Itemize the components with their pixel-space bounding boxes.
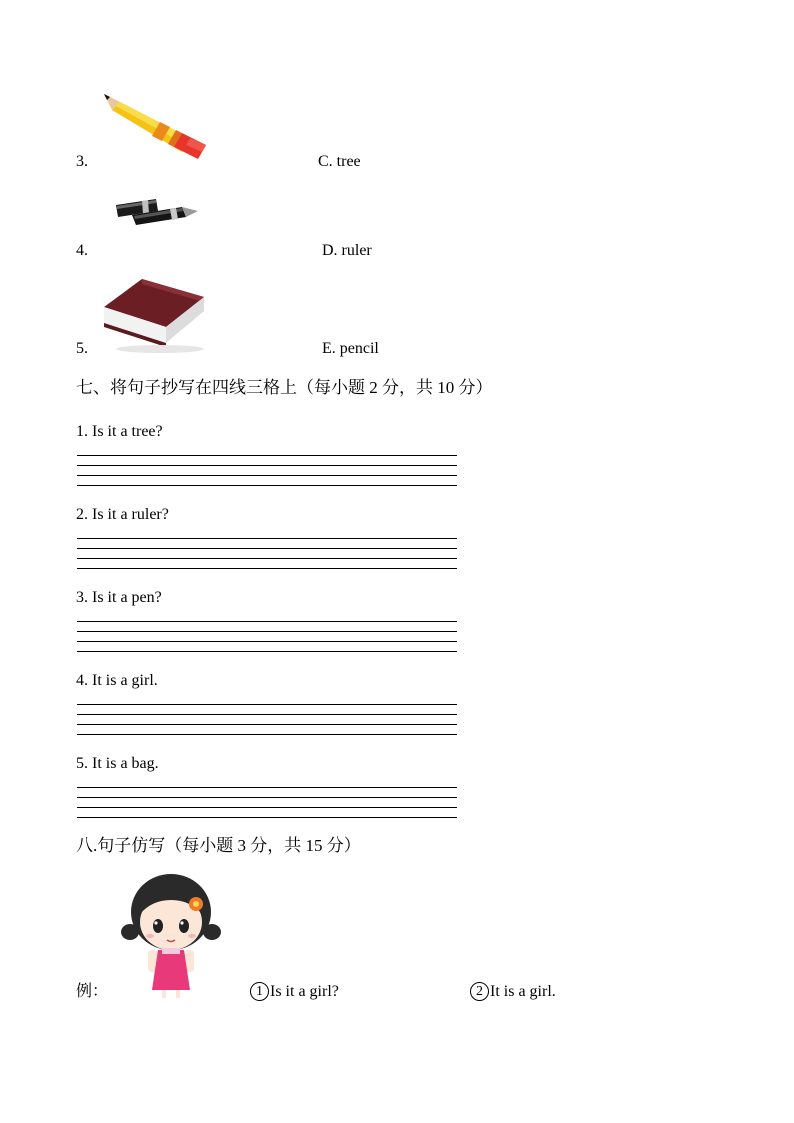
example-label: 例： [76, 983, 109, 1000]
fountain-pen-icon [112, 193, 202, 229]
item-number: 5. [76, 340, 88, 357]
four-line-grid [77, 704, 457, 738]
copy-sentence-3: 3. Is it a pen? [76, 589, 162, 606]
option-c: C. tree [318, 153, 361, 170]
copy-sentence-2: 2. Is it a ruler? [76, 506, 169, 523]
copy-sentence-5: 5. It is a bag. [76, 755, 159, 772]
circled-number: 2 [470, 982, 489, 1001]
four-line-grid [77, 455, 457, 489]
item-number: 3. [76, 153, 88, 170]
option-e: E. pencil [322, 340, 379, 357]
pencil-icon [100, 88, 212, 160]
example-answer-text: It is a girl. [490, 983, 556, 1000]
copy-sentence-1: 1. Is it a tree? [76, 423, 163, 440]
section-7-title: 七、将句子抄写在四线三格上（每小题 2 分，共 10 分） [76, 378, 493, 397]
book-icon [100, 277, 206, 355]
copy-sentence-4: 4. It is a girl. [76, 672, 158, 689]
option-d: D. ruler [322, 242, 372, 259]
four-line-grid [77, 538, 457, 572]
section-8-title: 八.句子仿写（每小题 3 分，共 15 分） [76, 836, 361, 855]
item-number: 4. [76, 242, 88, 259]
example-question [250, 982, 339, 1002]
four-line-grid [77, 787, 457, 821]
girl-icon [120, 870, 222, 998]
four-line-grid [77, 621, 457, 655]
example-answer [470, 982, 556, 1002]
circled-number: 1 [250, 982, 269, 1001]
example-question-text: Is it a girl? [270, 983, 339, 1000]
